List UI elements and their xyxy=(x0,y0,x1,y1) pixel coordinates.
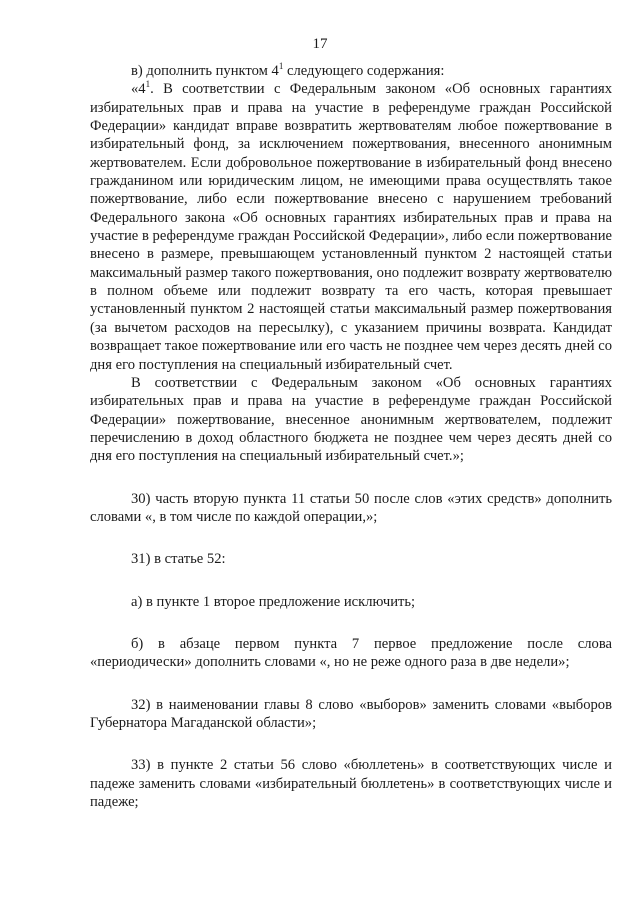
paragraph-text: следующего содержания: xyxy=(283,63,445,79)
paragraph-item-31-b: б) в абзаце первом пункта 7 первое предложение после слова «периодически» дополнить словами «, но не реже одного раза в две недели»; xyxy=(90,635,612,671)
spacer xyxy=(90,611,612,635)
paragraph-point-4-1 xyxy=(90,80,612,374)
paragraph-item-32: 32) в наименовании главы 8 слово «выборов» заменить словами «выборов Губернатора Магаданской области»; xyxy=(90,696,612,731)
paragraph-anonymous-donation: В соответствии с Федеральным законом «Об основных гарантиях избирательных прав и права на участие в референдуме граждан Российской Федерации» пожертвование, внесенное анонимным жертвователем, подлежит перечислению в доход областного бюджета не позднее чем через десять дней со дня его поступления на специальный избирательный счет.»; xyxy=(90,374,612,465)
paragraph-text: в) дополнить пунктом 4 xyxy=(131,63,279,79)
spacer xyxy=(90,466,612,490)
spacer xyxy=(90,526,612,550)
page-number: 17 xyxy=(312,36,328,52)
paragraph-amend-intro xyxy=(90,62,612,80)
paragraph-item-33: 33) в пункте 2 статьи 56 слово «бюллетень» в соответствующих числе и падеже заменить словами «избирательный бюллетень» в соответствующих числе и падеже; xyxy=(90,757,612,810)
paragraph-text: . В соответствии с Федеральным законом «Об основных гарантиях избирательных прав и права на участие в референдуме граждан Российской Федерации» кандидат вправе возвратить жертвователям любое пожертвование в избирательный фонд, за исключением пожертвования, внесенного анонимным жертвователем. Если добровольное пожертвование в избирательный фонд внесено гражданином или юридическим лицом, не имеющими права осуществлять такое пожертвование, либо если пожертвование внесено с нарушением требований Федерального закона «Об основных гарантиях избирательных прав и права на участие в референдуме граждан Российской Федерации», либо если пожертвование внесено в размере, превышающем установленный пунктом 2 настоящей статьи максимальный размер такого пожертвования, оно подлежит возврату жертвователю в полном объеме или подлежит возврату та его часть, которая превышает установленный пунктом 2 настоящей статьи максимальный размер пожертвования (за вычетом расходов на пересылку), с указанием причины возврата. Кандидат возвращает такое пожертвование или его часть не позднее чем через десять дней со дня его поступления на специальный избирательный счет. xyxy=(90,81,612,373)
spacer xyxy=(90,569,612,593)
paragraph-item-31: 31) в статье 52: xyxy=(131,551,226,568)
spacer xyxy=(90,732,612,756)
superscript: 1 xyxy=(278,61,284,71)
paragraph-text: «4 xyxy=(131,81,146,98)
paragraph-item-30: 30) часть вторую пункта 11 статьи 50 после слов «этих средств» дополнить словами «, в том числе по каждой операции,»; xyxy=(90,490,612,525)
spacer xyxy=(90,672,612,696)
paragraph-item-31-a: а) в пункте 1 второе предложение исключить; xyxy=(131,593,416,610)
document-body xyxy=(90,62,612,811)
superscript: 1 xyxy=(145,79,151,90)
